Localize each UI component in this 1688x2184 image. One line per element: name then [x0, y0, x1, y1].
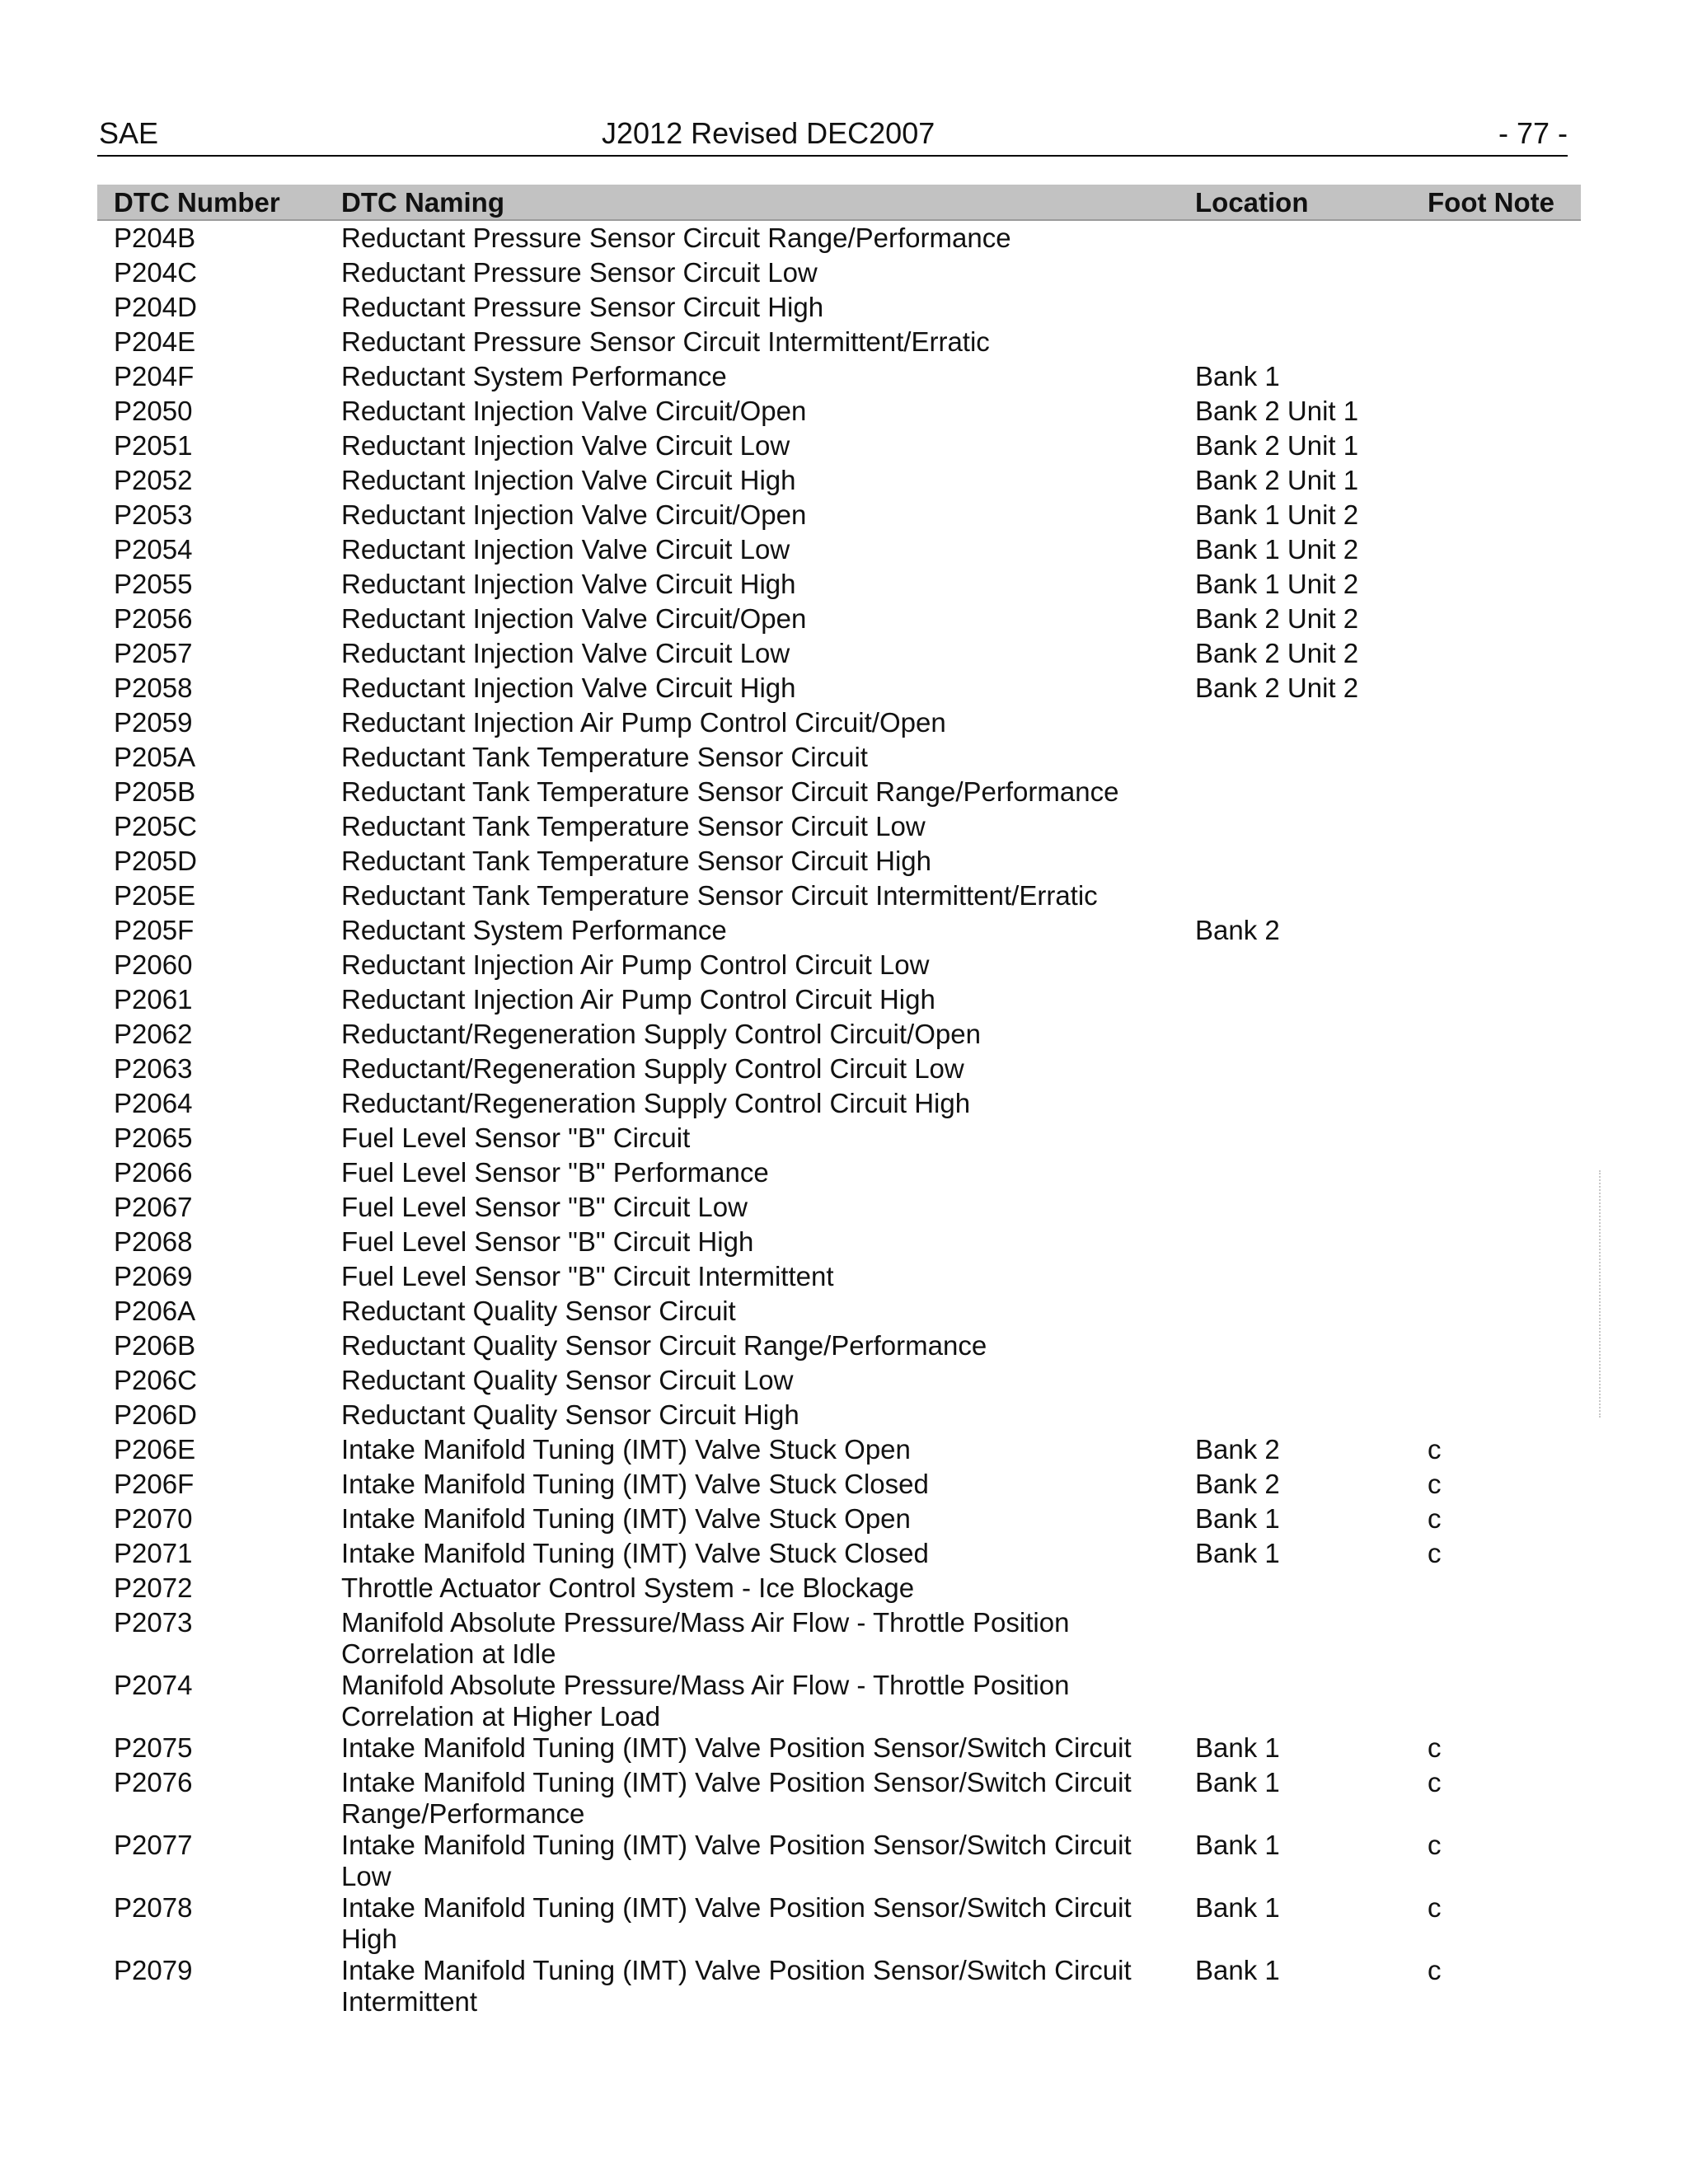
- table-row: [97, 742, 1581, 776]
- header-org: SAE: [99, 116, 159, 150]
- table-row: [97, 1399, 1581, 1434]
- location-cell: Bank 1: [1195, 361, 1280, 391]
- dtc-naming-cell: Reductant Pressure Sensor Circuit Intermittent/Erratic: [341, 326, 990, 357]
- dtc-naming-cell: Intake Manifold Tuning (IMT) Valve Stuck Closed: [341, 1469, 929, 1499]
- table-row: [97, 1892, 1581, 1955]
- dtc-code-cell: P2071: [114, 1538, 193, 1568]
- table-row: [97, 430, 1581, 465]
- dtc-code-cell: P2065: [114, 1122, 193, 1153]
- dtc-code-cell: P205B: [114, 776, 196, 807]
- dtc-naming-cell: Reductant Quality Sensor Circuit: [341, 1296, 736, 1326]
- location-cell: Bank 1: [1195, 1892, 1280, 1923]
- dtc-code-cell: P2067: [114, 1192, 193, 1222]
- dtc-code-cell: P2059: [114, 707, 193, 738]
- dtc-code-cell: P2062: [114, 1019, 193, 1049]
- dtc-naming-cell: Reductant Injection Valve Circuit Low: [341, 534, 790, 565]
- table-body: [97, 223, 1581, 2018]
- table-row: [97, 603, 1581, 638]
- dtc-naming-cell: Reductant/Regeneration Supply Control Circuit Low: [341, 1053, 964, 1084]
- dtc-code-cell: P2051: [114, 430, 193, 461]
- table-header-row: [97, 185, 1581, 221]
- foot-note-cell: c: [1428, 1955, 1442, 1985]
- dtc-code-cell: P2061: [114, 984, 193, 1015]
- column-header-foot-note: Foot Note: [1428, 187, 1554, 218]
- dtc-naming-cell: Reductant Tank Temperature Sensor Circuit Range/Performance: [341, 776, 1119, 807]
- location-cell: Bank 2 Unit 2: [1195, 603, 1359, 634]
- dtc-code-cell: P2068: [114, 1226, 193, 1257]
- dtc-code-cell: P2078: [114, 1892, 193, 1923]
- location-cell: Bank 1 Unit 2: [1195, 569, 1359, 599]
- dtc-code-cell: P2073: [114, 1607, 193, 1638]
- dtc-code-cell: P2066: [114, 1157, 193, 1188]
- dtc-code-cell: P206C: [114, 1365, 197, 1395]
- table-row: [97, 1330, 1581, 1365]
- table-row: [97, 1157, 1581, 1192]
- table-row: [97, 915, 1581, 949]
- location-cell: Bank 2 Unit 1: [1195, 396, 1359, 426]
- table-row: [97, 1296, 1581, 1330]
- location-cell: Bank 2 Unit 2: [1195, 673, 1359, 703]
- dtc-code-cell: P2074: [114, 1670, 193, 1700]
- table-row: [97, 949, 1581, 984]
- foot-note-cell: c: [1428, 1538, 1442, 1568]
- dtc-naming-cell: Reductant Tank Temperature Sensor Circuit: [341, 742, 868, 772]
- dtc-code-cell: P204D: [114, 292, 197, 322]
- table-row: [97, 1538, 1581, 1572]
- dtc-naming-cell: Manifold Absolute Pressure/Mass Air Flow - Throttle Position Correlation at Idle: [341, 1607, 1070, 1669]
- dtc-naming-cell: Reductant Tank Temperature Sensor Circuit High: [341, 846, 931, 876]
- foot-note-cell: c: [1428, 1469, 1442, 1499]
- dtc-naming-cell: Fuel Level Sensor "B" Performance: [341, 1157, 769, 1188]
- table-row: [97, 1767, 1581, 1830]
- dtc-naming-cell: Intake Manifold Tuning (IMT) Valve Stuck Closed: [341, 1538, 929, 1568]
- table-row: [97, 1192, 1581, 1226]
- location-cell: Bank 2: [1195, 1434, 1280, 1465]
- dtc-code-cell: P2077: [114, 1830, 193, 1860]
- dtc-naming-cell: Intake Manifold Tuning (IMT) Valve Position Sensor/Switch Circuit High: [341, 1892, 1132, 1954]
- dtc-naming-cell: Reductant Tank Temperature Sensor Circuit Intermittent/Erratic: [341, 880, 1098, 911]
- table-row: [97, 1434, 1581, 1469]
- foot-note-cell: c: [1428, 1767, 1442, 1797]
- table-row: [97, 707, 1581, 742]
- location-cell: Bank 1: [1195, 1830, 1280, 1860]
- dtc-code-cell: P2064: [114, 1088, 193, 1118]
- dtc-naming-cell: Intake Manifold Tuning (IMT) Valve Position Sensor/Switch Circuit: [341, 1732, 1132, 1763]
- dtc-naming-cell: Reductant Injection Valve Circuit Low: [341, 430, 790, 461]
- foot-note-cell: c: [1428, 1732, 1442, 1763]
- dtc-code-cell: P2052: [114, 465, 193, 495]
- dtc-code-cell: P2072: [114, 1572, 193, 1603]
- table-row: [97, 1830, 1581, 1892]
- dtc-naming-cell: Reductant Injection Valve Circuit High: [341, 465, 796, 495]
- table-row: [97, 1088, 1581, 1122]
- dtc-code-cell: P2056: [114, 603, 193, 634]
- table-row: [97, 811, 1581, 846]
- header-doc-id: J2012 Revised DEC2007: [602, 116, 935, 150]
- dtc-naming-cell: Intake Manifold Tuning (IMT) Valve Stuck Open: [341, 1503, 911, 1534]
- location-cell: Bank 2 Unit 1: [1195, 465, 1359, 495]
- table-row: [97, 1503, 1581, 1538]
- foot-note-cell: c: [1428, 1830, 1442, 1860]
- table-row: [97, 1019, 1581, 1053]
- table-row: [97, 984, 1581, 1019]
- dtc-naming-cell: Reductant Injection Valve Circuit/Open: [341, 499, 807, 530]
- dtc-naming-cell: Reductant/Regeneration Supply Control Circuit High: [341, 1088, 971, 1118]
- table-row: [97, 638, 1581, 673]
- dtc-code-cell: P2057: [114, 638, 193, 668]
- dtc-code-cell: P2060: [114, 949, 193, 980]
- table-row: [97, 499, 1581, 534]
- table-row: [97, 1261, 1581, 1296]
- dtc-naming-cell: Intake Manifold Tuning (IMT) Valve Position Sensor/Switch Circuit Intermittent: [341, 1955, 1132, 2017]
- dtc-code-cell: P205C: [114, 811, 197, 841]
- scan-margin-marks: [1599, 1170, 1606, 1418]
- dtc-naming-cell: Reductant Quality Sensor Circuit Low: [341, 1365, 794, 1395]
- location-cell: Bank 1: [1195, 1955, 1280, 1985]
- dtc-code-cell: P205F: [114, 915, 195, 945]
- table-row: [97, 1955, 1581, 2018]
- column-header-dtc-number: DTC Number: [114, 187, 280, 218]
- dtc-code-cell: P206E: [114, 1434, 196, 1465]
- location-cell: Bank 1: [1195, 1767, 1280, 1797]
- table-row: [97, 396, 1581, 430]
- dtc-table: [97, 185, 1581, 2018]
- dtc-code-cell: P204F: [114, 361, 195, 391]
- dtc-naming-cell: Reductant Injection Valve Circuit/Open: [341, 396, 807, 426]
- table-row: [97, 465, 1581, 499]
- dtc-code-cell: P206A: [114, 1296, 196, 1326]
- dtc-code-cell: P204E: [114, 326, 196, 357]
- location-cell: Bank 1 Unit 2: [1195, 499, 1359, 530]
- table-row: [97, 1670, 1581, 1732]
- table-row: [97, 1469, 1581, 1503]
- dtc-code-cell: P206F: [114, 1469, 195, 1499]
- dtc-naming-cell: Intake Manifold Tuning (IMT) Valve Position Sensor/Switch Circuit Range/Performance: [341, 1767, 1132, 1829]
- dtc-naming-cell: Reductant Injection Air Pump Control Circuit/Open: [341, 707, 946, 738]
- dtc-naming-cell: Fuel Level Sensor "B" Circuit Low: [341, 1192, 748, 1222]
- dtc-naming-cell: Intake Manifold Tuning (IMT) Valve Stuck Open: [341, 1434, 911, 1465]
- dtc-naming-cell: Intake Manifold Tuning (IMT) Valve Position Sensor/Switch Circuit Low: [341, 1830, 1132, 1891]
- dtc-code-cell: P206D: [114, 1399, 197, 1430]
- dtc-code-cell: P2070: [114, 1503, 193, 1534]
- dtc-code-cell: P204B: [114, 223, 196, 253]
- dtc-naming-cell: Reductant Pressure Sensor Circuit High: [341, 292, 824, 322]
- dtc-code-cell: P2053: [114, 499, 193, 530]
- table-row: [97, 776, 1581, 811]
- dtc-naming-cell: Fuel Level Sensor "B" Circuit: [341, 1122, 691, 1153]
- dtc-naming-cell: Reductant Pressure Sensor Circuit Range/Performance: [341, 223, 1011, 253]
- dtc-naming-cell: Reductant System Performance: [341, 361, 727, 391]
- location-cell: Bank 1: [1195, 1503, 1280, 1534]
- table-row: [97, 569, 1581, 603]
- table-row: [97, 1732, 1581, 1767]
- dtc-naming-cell: Reductant Quality Sensor Circuit Range/Performance: [341, 1330, 987, 1361]
- dtc-naming-cell: Reductant Tank Temperature Sensor Circuit Low: [341, 811, 926, 841]
- foot-note-cell: c: [1428, 1434, 1442, 1465]
- dtc-code-cell: P2079: [114, 1955, 193, 1985]
- table-row: [97, 1053, 1581, 1088]
- table-row: [97, 880, 1581, 915]
- column-header-location: Location: [1195, 187, 1309, 218]
- table-row: [97, 1607, 1581, 1670]
- dtc-naming-cell: Reductant Pressure Sensor Circuit Low: [341, 257, 818, 288]
- dtc-naming-cell: Throttle Actuator Control System - Ice Blockage: [341, 1572, 915, 1603]
- table-row: [97, 1226, 1581, 1261]
- dtc-code-cell: P2050: [114, 396, 193, 426]
- table-row: [97, 1572, 1581, 1607]
- table-row: [97, 257, 1581, 292]
- dtc-code-cell: P2075: [114, 1732, 193, 1763]
- dtc-code-cell: P206B: [114, 1330, 196, 1361]
- location-cell: Bank 1 Unit 2: [1195, 534, 1359, 565]
- dtc-naming-cell: Reductant/Regeneration Supply Control Circuit/Open: [341, 1019, 981, 1049]
- dtc-naming-cell: Fuel Level Sensor "B" Circuit Intermittent: [341, 1261, 834, 1291]
- location-cell: Bank 2 Unit 2: [1195, 638, 1359, 668]
- foot-note-cell: c: [1428, 1503, 1442, 1534]
- location-cell: Bank 1: [1195, 1538, 1280, 1568]
- location-cell: Bank 2: [1195, 1469, 1280, 1499]
- dtc-code-cell: P2055: [114, 569, 193, 599]
- table-row: [97, 361, 1581, 396]
- dtc-naming-cell: Reductant Injection Valve Circuit Low: [341, 638, 790, 668]
- table-row: [97, 1365, 1581, 1399]
- table-row: [97, 292, 1581, 326]
- page-header: [97, 115, 1568, 157]
- location-cell: Bank 2: [1195, 915, 1280, 945]
- table-row: [97, 846, 1581, 880]
- dtc-code-cell: P205E: [114, 880, 196, 911]
- header-page-number: - 77 -: [1498, 116, 1568, 150]
- dtc-naming-cell: Reductant Injection Air Pump Control Circuit High: [341, 984, 935, 1015]
- column-header-dtc-naming: DTC Naming: [341, 187, 504, 218]
- dtc-code-cell: P205A: [114, 742, 196, 772]
- dtc-code-cell: P204C: [114, 257, 197, 288]
- dtc-naming-cell: Reductant System Performance: [341, 915, 727, 945]
- dtc-naming-cell: Reductant Injection Valve Circuit High: [341, 673, 796, 703]
- dtc-code-cell: P205D: [114, 846, 197, 876]
- table-row: [97, 1122, 1581, 1157]
- table-row: [97, 326, 1581, 361]
- table-row: [97, 223, 1581, 257]
- table-row: [97, 534, 1581, 569]
- dtc-naming-cell: Reductant Injection Valve Circuit/Open: [341, 603, 807, 634]
- dtc-naming-cell: Reductant Quality Sensor Circuit High: [341, 1399, 799, 1430]
- dtc-code-cell: P2063: [114, 1053, 193, 1084]
- location-cell: Bank 2 Unit 1: [1195, 430, 1359, 461]
- dtc-naming-cell: Reductant Injection Air Pump Control Circuit Low: [341, 949, 930, 980]
- dtc-code-cell: P2069: [114, 1261, 193, 1291]
- dtc-code-cell: P2058: [114, 673, 193, 703]
- dtc-code-cell: P2076: [114, 1767, 193, 1797]
- dtc-naming-cell: Manifold Absolute Pressure/Mass Air Flow - Throttle Position Correlation at Higher Load: [341, 1670, 1070, 1732]
- location-cell: Bank 1: [1195, 1732, 1280, 1763]
- foot-note-cell: c: [1428, 1892, 1442, 1923]
- table-row: [97, 673, 1581, 707]
- dtc-code-cell: P2054: [114, 534, 193, 565]
- dtc-naming-cell: Fuel Level Sensor "B" Circuit High: [341, 1226, 754, 1257]
- dtc-naming-cell: Reductant Injection Valve Circuit High: [341, 569, 796, 599]
